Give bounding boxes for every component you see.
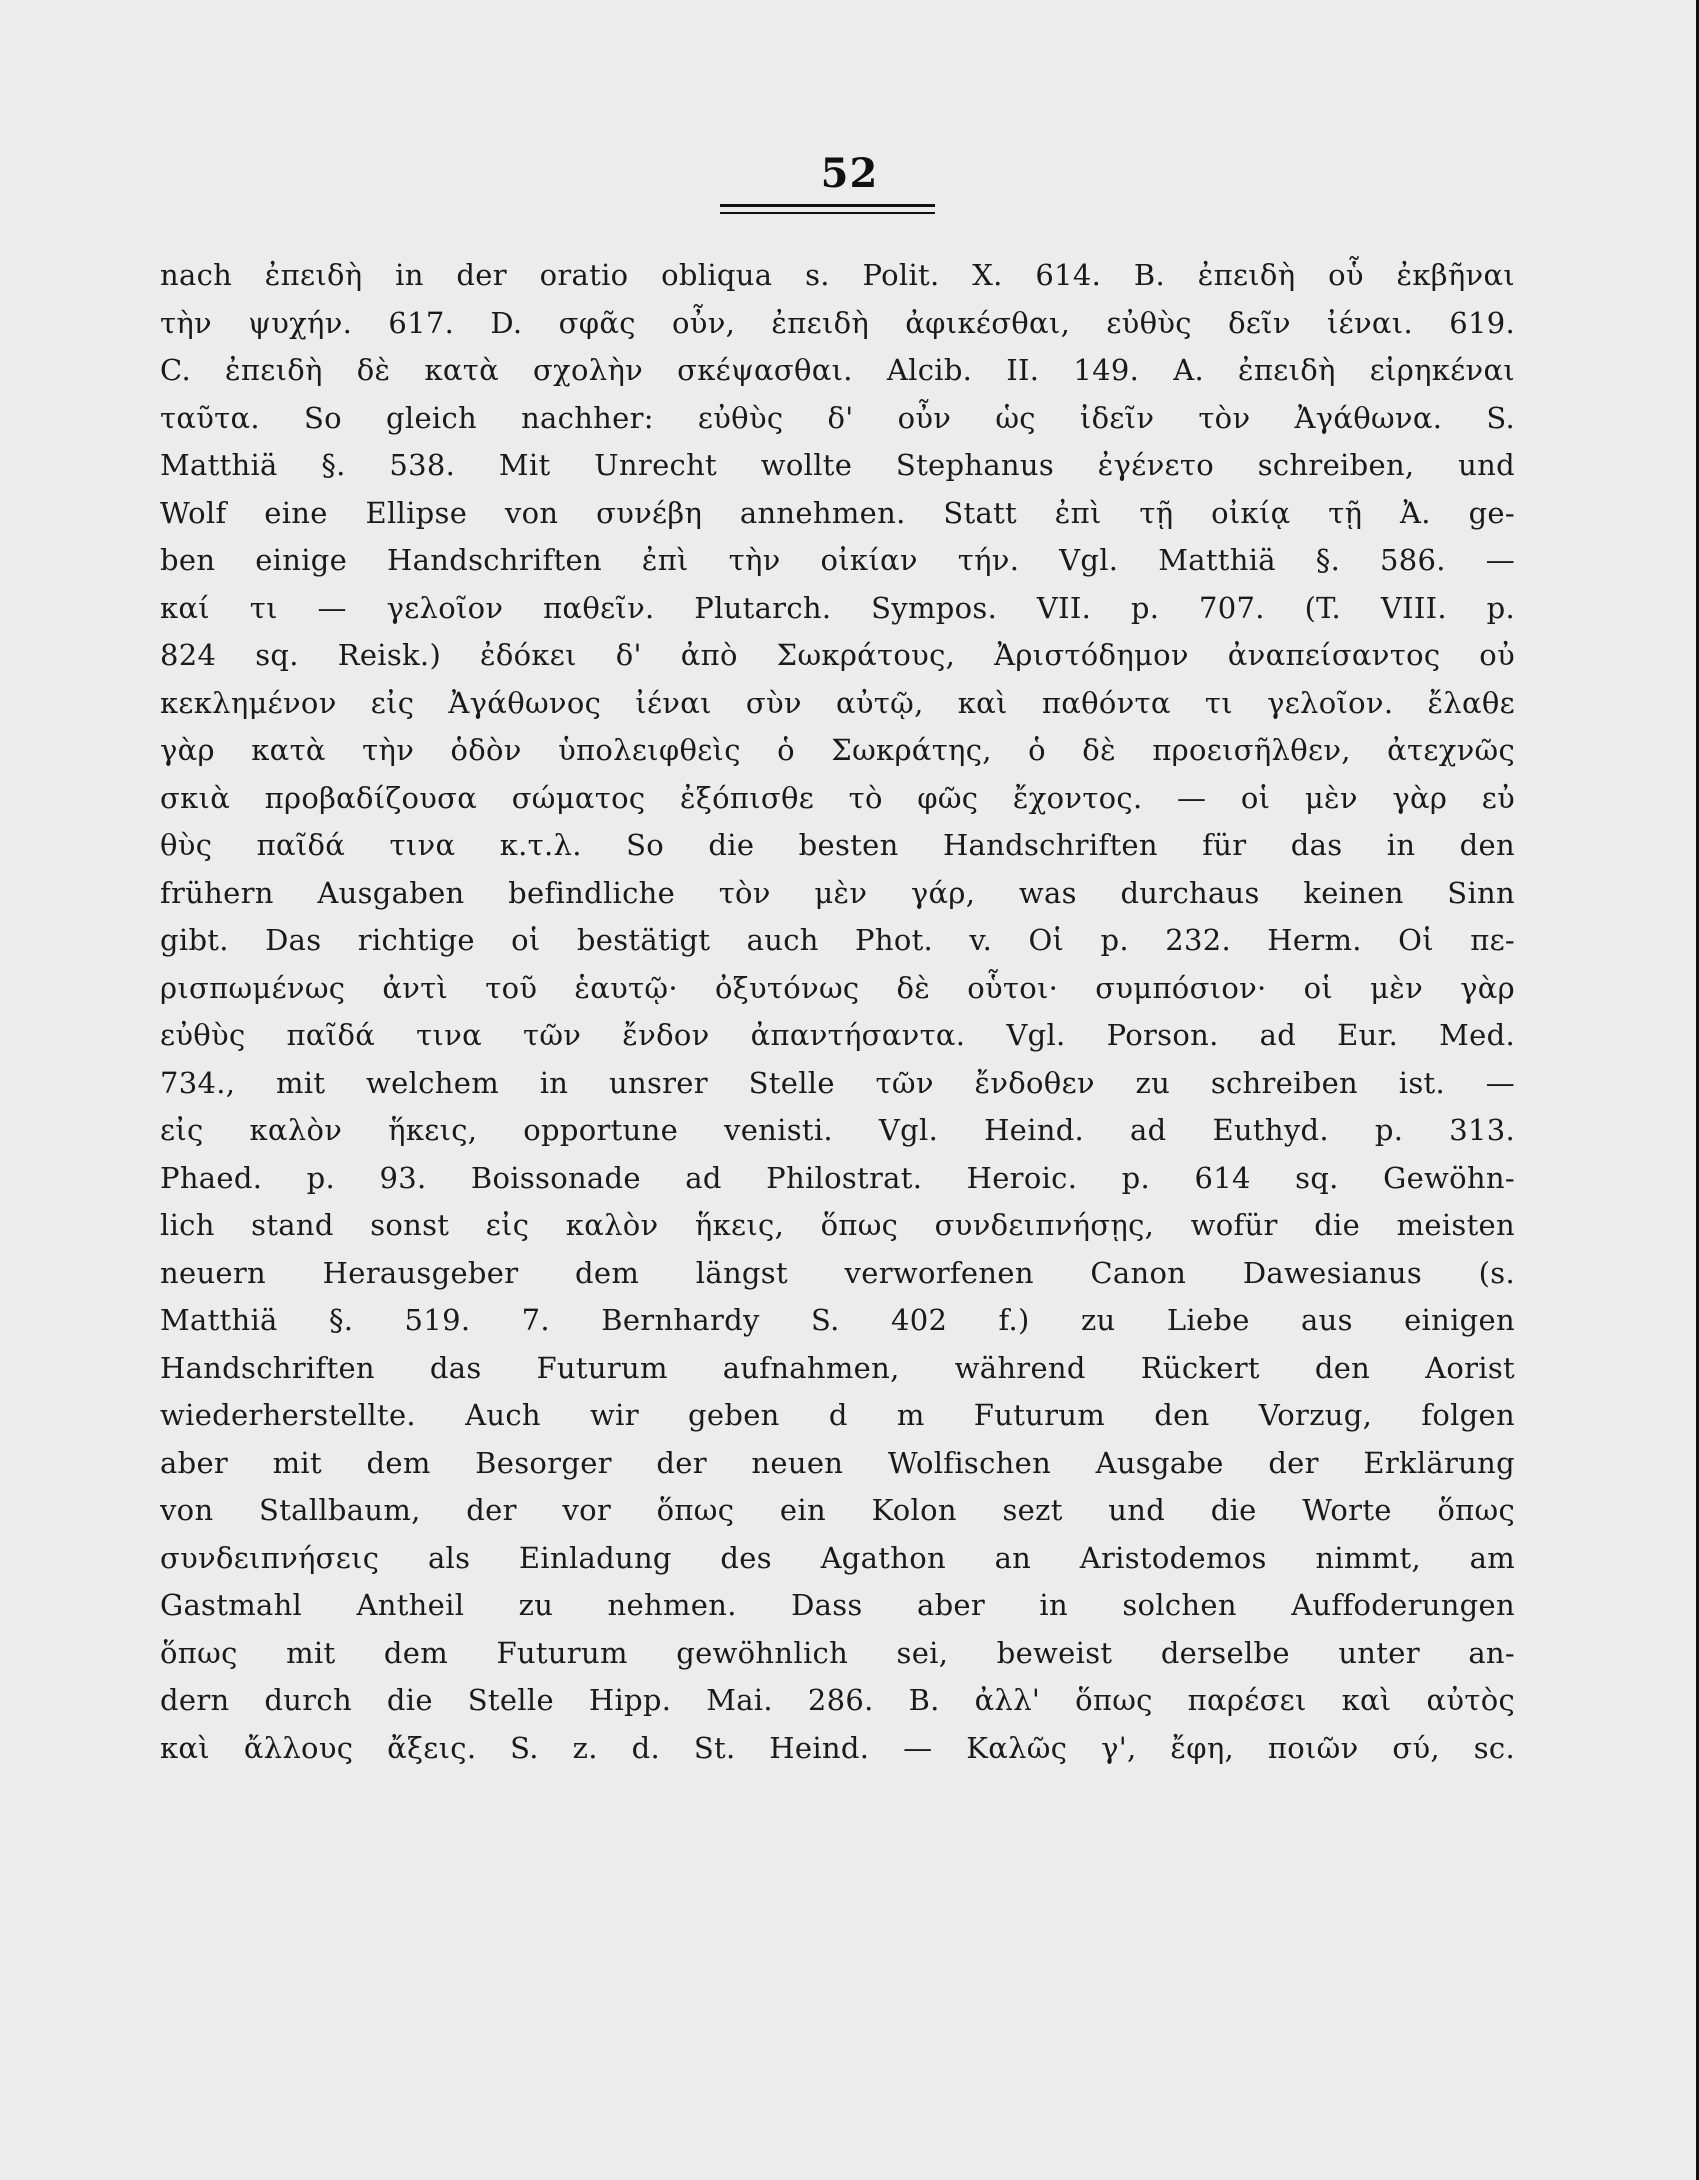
text-line: συνδειπνήσεις als Einladung des Agathon an Aristodemos nimmt, am [160, 1540, 1515, 1575]
text-line: neuern Herausgeber dem längst verworfenen Canon Dawesianus (s. [160, 1255, 1515, 1290]
header-rule [720, 204, 935, 214]
text-line: ρισπωμένως ἀντὶ τοῦ ἑαυτῷ· ὀξυτόνως δὲ οὗτοι· συμπόσιον· οἱ μὲν γὰρ [160, 970, 1515, 1005]
page-number: 52 [820, 150, 879, 197]
text-line: σκιὰ προβαδίζουσα σώματος ἐξόπισθε τὸ φῶς ἔχοντος. — οἱ μὲν γὰρ εὐ [160, 780, 1515, 815]
text-line: gibt. Das richtige οἱ bestätigt auch Phot. v. Οἱ p. 232. Herm. Οἱ πε- [160, 923, 1515, 957]
text-line: Gastmahl Antheil zu nehmen. Dass aber in solchen Auffoderungen [160, 1588, 1515, 1622]
text-line: lich stand sonst εἰς καλὸν ἥκεις, ὅπως συνδειπνήσῃς, wofür die meisten [160, 1208, 1515, 1242]
text-line: aber mit dem Besorger der neuen Wolfischen Ausgabe der Erklärung [160, 1445, 1515, 1480]
text-line: εὐθὺς παῖδά τινα τῶν ἔνδον ἀπαντήσαντα. Vgl. Porson. ad Eur. Med. [160, 1018, 1515, 1052]
text-line: καὶ ἄλλους ἄξεις. S. z. d. St. Heind. — Καλῶς γ', ἔφη, ποιῶν σύ, sc. [160, 1730, 1515, 1765]
text-line: dern durch die Stelle Hipp. Mai. 286. B. ἀλλ' ὅπως παρέσει καὶ αὐτὸς [160, 1683, 1515, 1717]
text-line: κεκλημένον εἰς Ἀγάθωνος ἰέναι σὺν αὐτῷ, καὶ παθόντα τι γελοῖον. ἔλαθε [160, 685, 1515, 720]
text-line: ταῦτα. So gleich nachher: εὐθὺς δ' οὖν ὡς ἰδεῖν τὸν Ἀγάθωνα. S. [160, 400, 1515, 435]
text-line: Phaed. p. 93. Boissonade ad Philostrat. Heroic. p. 614 sq. Gewöhn- [160, 1160, 1515, 1195]
text-line: wiederherstellte. Auch wir geben d m Futurum den Vorzug, folgen [160, 1398, 1515, 1432]
text-line: καί τι — γελοῖον παθεῖν. Plutarch. Sympos. VII. p. 707. (T. VIII. p. [160, 590, 1515, 625]
text-line: 824 sq. Reisk.) ἐδόκει δ' ἀπὸ Σωκράτους, Ἀριστόδημον ἀναπείσαντος οὐ [160, 638, 1515, 672]
text-line: Handschriften das Futurum aufnahmen, während Rückert den Aorist [160, 1350, 1515, 1385]
text-line: γὰρ κατὰ τὴν ὁδὸν ὑπολειφθεὶς ὁ Σωκράτης, ὁ δὲ προεισῆλθεν, ἀτεχνῶς [160, 733, 1515, 767]
text-line: 734., mit welchem in unsrer Stelle τῶν ἔνδοθεν zu schreiben ist. — [160, 1065, 1515, 1100]
text-line: Matthiä §. 519. 7. Bernhardy S. 402 f.) zu Liebe aus einigen [160, 1303, 1515, 1337]
text-line: θὺς παῖδά τινα κ.τ.λ. So die besten Handschriften für das in den [160, 828, 1515, 862]
text-line: C. ἐπειδὴ δὲ κατὰ σχολὴν σκέψασθαι. Alcib. II. 149. A. ἐπειδὴ εἰρηκέναι [160, 353, 1515, 387]
text-line: nach ἐπειδὴ in der oratio obliqua s. Polit. X. 614. B. ἐπειδὴ οὗ ἐκβῆναι [160, 258, 1515, 292]
text-line: ὅπως mit dem Futurum gewöhnlich sei, beweist derselbe unter an- [160, 1635, 1515, 1670]
text-line: frühern Ausgaben befindliche τὸν μὲν γάρ, was durchaus keinen Sinn [160, 875, 1515, 910]
text-line: Matthiä §. 538. Mit Unrecht wollte Stephanus ἐγένετο schreiben, und [160, 448, 1515, 482]
text-line: ben einige Handschriften ἐπὶ τὴν οἰκίαν τήν. Vgl. Matthiä §. 586. — [160, 543, 1515, 577]
body-text [160, 252, 1515, 1772]
text-line: τὴν ψυχήν. 617. D. σφᾶς οὖν, ἐπειδὴ ἀφικέσθαι, εὐθὺς δεῖν ἰέναι. 619. [160, 305, 1515, 340]
text-line: εἰς καλὸν ἥκεις, opportune venisti. Vgl. Heind. ad Euthyd. p. 313. [160, 1113, 1515, 1147]
text-line: Wolf eine Ellipse von συνέβη annehmen. Statt ἐπὶ τῇ οἰκίᾳ τῇ Ἀ. ge- [160, 495, 1515, 530]
text-line: von Stallbaum, der vor ὅπως ein Kolon sezt und die Worte ὅπως [160, 1493, 1515, 1527]
